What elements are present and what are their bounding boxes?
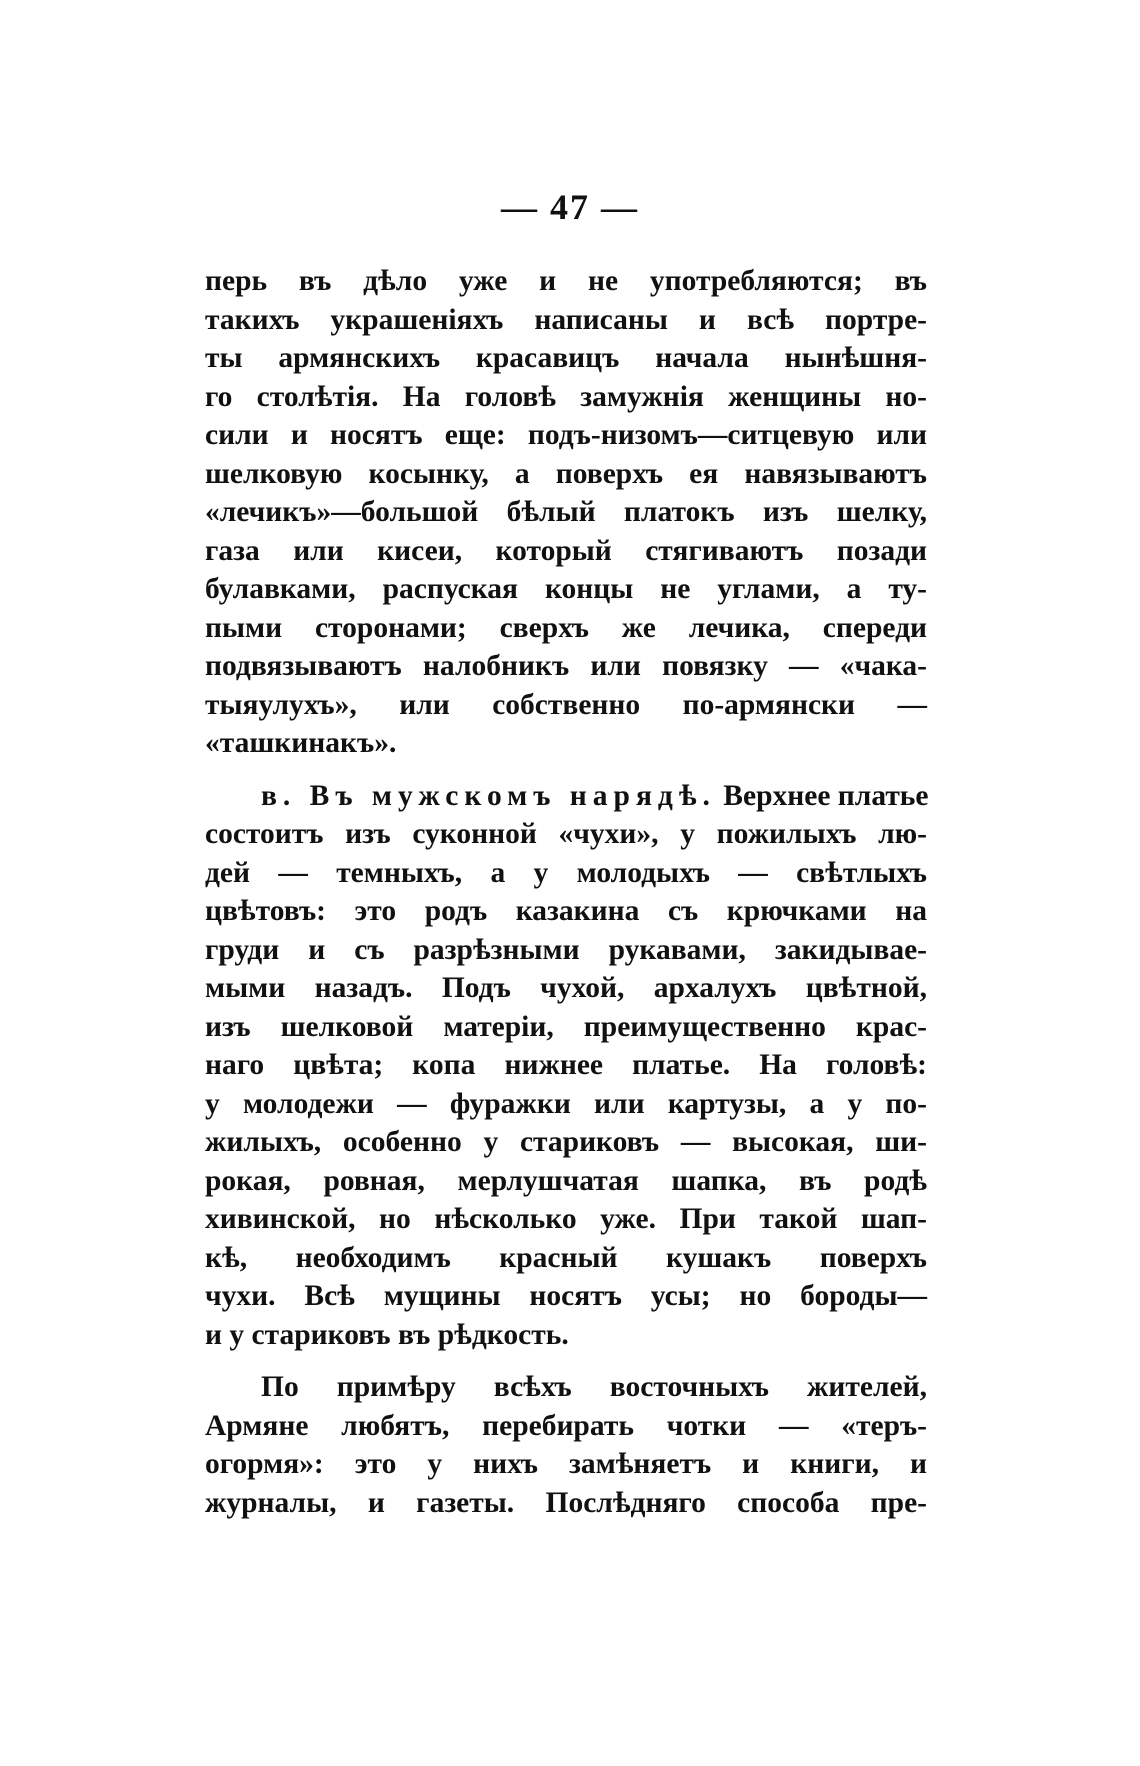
text-line: у молодежи — фуражки или картузы, а у по-: [205, 1087, 927, 1120]
text-line: груди и съ разрѣзными рукавами, закидывае-: [205, 933, 927, 966]
text-line: [205, 777, 927, 816]
paragraph-3: [205, 1368, 927, 1522]
text-line: го столѣтія. На головѣ замужнія женщины но-: [205, 380, 927, 413]
text-line: «лечикъ»—большой бѣлый платокъ изъ шелку,: [205, 496, 927, 528]
text-line: и у стариковъ въ рѣдкость.: [205, 1318, 569, 1351]
text-line: цвѣтовъ: это родъ казакина съ крючками на: [205, 895, 927, 927]
text-line: дей — темныхъ, а у молодыхъ — свѣтлыхъ: [205, 856, 927, 889]
section-lead: в. Въ мужскомъ нарядѣ.: [261, 779, 716, 812]
text-line: мыми назадъ. Подъ чухой, архалухъ цвѣтной,: [205, 972, 927, 1004]
text-line: пыми сторонами; сверхъ же лечика, спереди: [205, 611, 927, 644]
text-line: такихъ украшеніяхъ написаны и всѣ портре-: [205, 303, 927, 336]
text-line: перь въ дѣло уже и не употребляются; въ: [205, 265, 927, 297]
text-line: жилыхъ, особенно у стариковъ — высокая, ши-: [205, 1126, 927, 1158]
text-line: газа или кисеи, который стягиваютъ позади: [205, 534, 927, 567]
text-line: огормя»: это у нихъ замѣняетъ и книги, и: [205, 1448, 927, 1480]
text-line: состоитъ изъ суконной «чухи», у пожилыхъ лю-: [205, 818, 927, 850]
text-line: сили и носятъ еще: подъ-низомъ—ситцевую или: [205, 419, 927, 451]
text-line-rest: Верхнее платье: [723, 779, 929, 812]
text-line: рокая, ровная, мерлушчатая шапка, въ родѣ: [205, 1164, 927, 1197]
text-line: булавками, распуская концы не углами, а ту-: [205, 573, 927, 605]
text-line: наго цвѣта; копа нижнее платье. На головѣ:: [205, 1049, 927, 1081]
text-line: подвязываютъ налобникъ или повязку — «чака-: [205, 650, 927, 682]
text-line: «ташкинакъ».: [205, 727, 397, 759]
text-line: хивинской, но нѣсколько уже. При такой шап-: [205, 1203, 927, 1235]
paragraph-2: [205, 777, 927, 1355]
text-line: Армяне любятъ, перебирать чотки — «теръ-: [205, 1409, 927, 1442]
text-line: журналы, и газеты. Послѣдняго способа пре-: [205, 1486, 927, 1519]
paragraph-1: [205, 262, 927, 763]
text-line: тыяулухъ», или собственно по-армянски —: [205, 688, 927, 721]
text-line: шелковую косынку, а поверхъ ея навязываютъ: [205, 457, 927, 490]
text-line: По примѣру всѣхъ восточныхъ жителей,: [261, 1371, 927, 1403]
text-line: изъ шелковой матеріи, преимущественно крас-: [205, 1010, 927, 1043]
body-text: [205, 262, 927, 1522]
text-line: кѣ, необходимъ красный кушакъ поверхъ: [205, 1241, 927, 1274]
page-number: — 47 —: [501, 187, 639, 227]
text-line: ты армянскихъ красавицъ начала нынѣшня-: [205, 342, 927, 374]
text-line: чухи. Всѣ мущины носятъ усы; но бороды—: [205, 1280, 927, 1312]
